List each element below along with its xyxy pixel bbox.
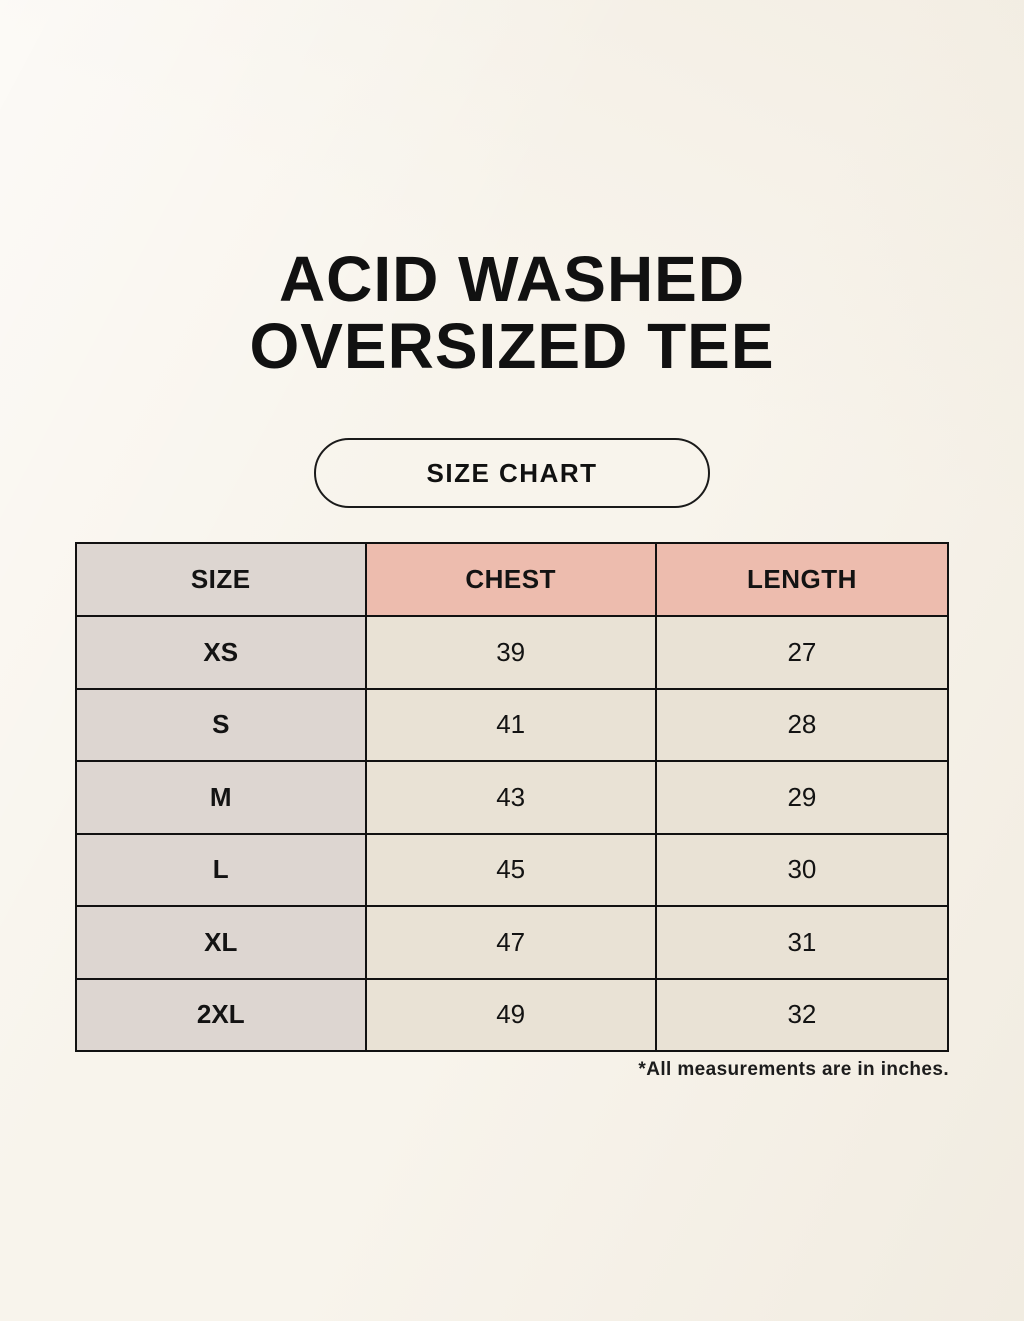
- chest-value: 39: [366, 616, 656, 689]
- header-cell-chest: CHEST: [366, 543, 656, 616]
- size-label: XS: [76, 616, 366, 689]
- header-cell-length: LENGTH: [656, 543, 948, 616]
- length-value: 28: [656, 689, 948, 762]
- size-chart-badge: [314, 438, 710, 508]
- chest-value: 47: [366, 906, 656, 979]
- length-value: 29: [656, 761, 948, 834]
- table-row-s: [76, 689, 948, 762]
- length-value: 27: [656, 616, 948, 689]
- page-title-line-2: OVERSIZED TEE: [249, 310, 775, 382]
- size-label: 2XL: [76, 979, 366, 1052]
- table-row-xs: [76, 616, 948, 689]
- length-value: 32: [656, 979, 948, 1052]
- length-value: 30: [656, 834, 948, 907]
- size-chart-badge-label: SIZE CHART: [426, 458, 598, 488]
- page-title-line-1: ACID WASHED: [278, 243, 746, 315]
- table-row-xl: [76, 906, 948, 979]
- chest-value: 41: [366, 689, 656, 762]
- size-label: XL: [76, 906, 366, 979]
- size-chart-table: [75, 542, 949, 1052]
- size-label: M: [76, 761, 366, 834]
- table-row-l: [76, 834, 948, 907]
- length-value: 31: [656, 906, 948, 979]
- chest-value: 49: [366, 979, 656, 1052]
- measurements-footnote: *All measurements are in inches.: [638, 1059, 949, 1080]
- page-title: [0, 243, 1024, 382]
- header-cell-size: SIZE: [76, 543, 366, 616]
- size-label: L: [76, 834, 366, 907]
- chest-value: 45: [366, 834, 656, 907]
- table-row-m: [76, 761, 948, 834]
- table-header-row: [76, 543, 948, 616]
- size-label: S: [76, 689, 366, 762]
- chest-value: 43: [366, 761, 656, 834]
- table-row-2xl: [76, 979, 948, 1052]
